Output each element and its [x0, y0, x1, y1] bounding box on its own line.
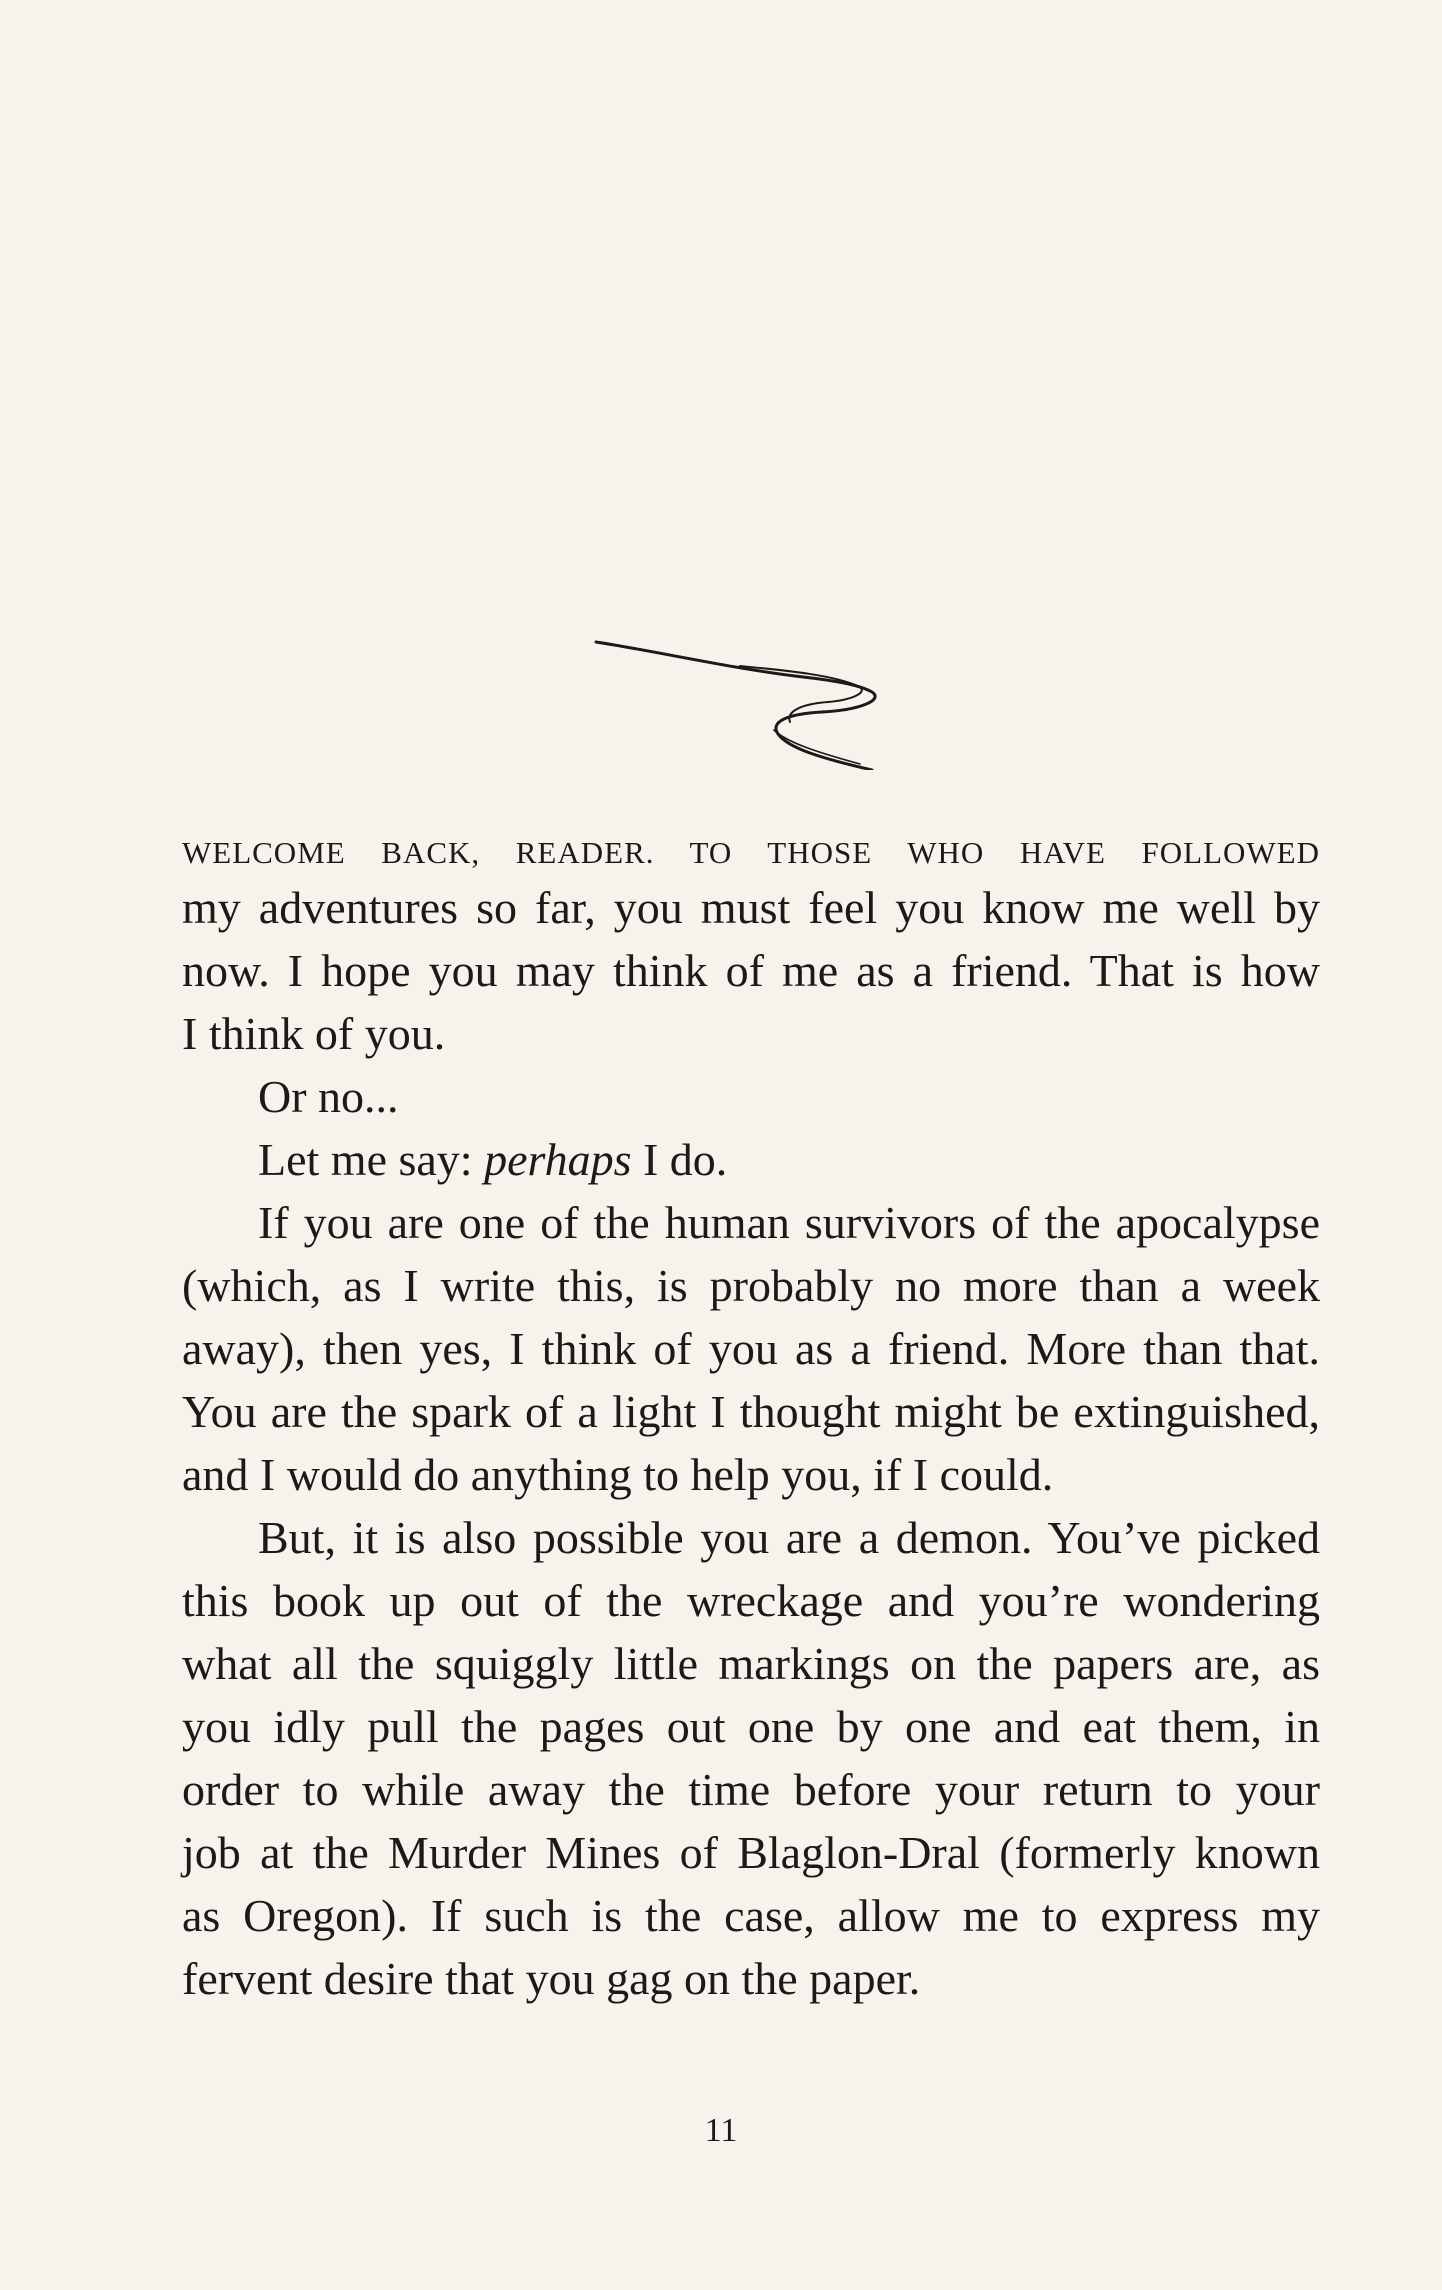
text-line: job at the Murder Mines of Blaglon-Dral (formerly known: [182, 1827, 1320, 1878]
text-line: Or no...: [258, 1071, 399, 1122]
text-line: what all the squiggly little markings on the papers are, as: [182, 1638, 1320, 1689]
text-line: and I would do anything to help you, if I could.: [182, 1449, 1054, 1500]
text-line: my adventures so far, you must feel you know me well by: [182, 882, 1320, 933]
text-line: order to while away the time before your return to your: [182, 1764, 1320, 1815]
text-line: [182, 1128, 1320, 1191]
text-line: I think of you.: [182, 1008, 446, 1059]
text-line: If you are one of the human survivors of the apocalypse: [258, 1197, 1320, 1248]
text-line: (which, as I write this, is probably no more than a week: [182, 1260, 1320, 1311]
text-line: fervent desire that you gag on the paper.: [182, 1953, 921, 2004]
chapter-opener-smallcaps: WELCOME BACK, READER. TO THOSE WHO HAVE FOLLOWED: [182, 835, 1320, 870]
page-number: 11: [704, 2112, 738, 2149]
text-fragment: Let me say:: [258, 1134, 485, 1185]
swash-ornament-icon: [590, 630, 900, 770]
emphasis-text: perhaps: [484, 1134, 632, 1185]
text-line: But, it is also possible you are a demon. You’ve picked: [258, 1512, 1320, 1563]
text-line: You are the spark of a light I thought might be extinguished,: [182, 1386, 1320, 1437]
text-line: now. I hope you may think of me as a friend. That is how: [182, 945, 1320, 996]
text-line: this book up out of the wreckage and you’re wondering: [182, 1575, 1320, 1626]
text-line: as Oregon). If such is the case, allow me to express my: [182, 1890, 1320, 1941]
body-text: [182, 822, 1320, 2010]
text-line: you idly pull the pages out one by one and eat them, in: [182, 1701, 1320, 1752]
text-fragment: I do.: [631, 1134, 728, 1185]
text-line: away), then yes, I think of you as a friend. More than that.: [182, 1323, 1320, 1374]
